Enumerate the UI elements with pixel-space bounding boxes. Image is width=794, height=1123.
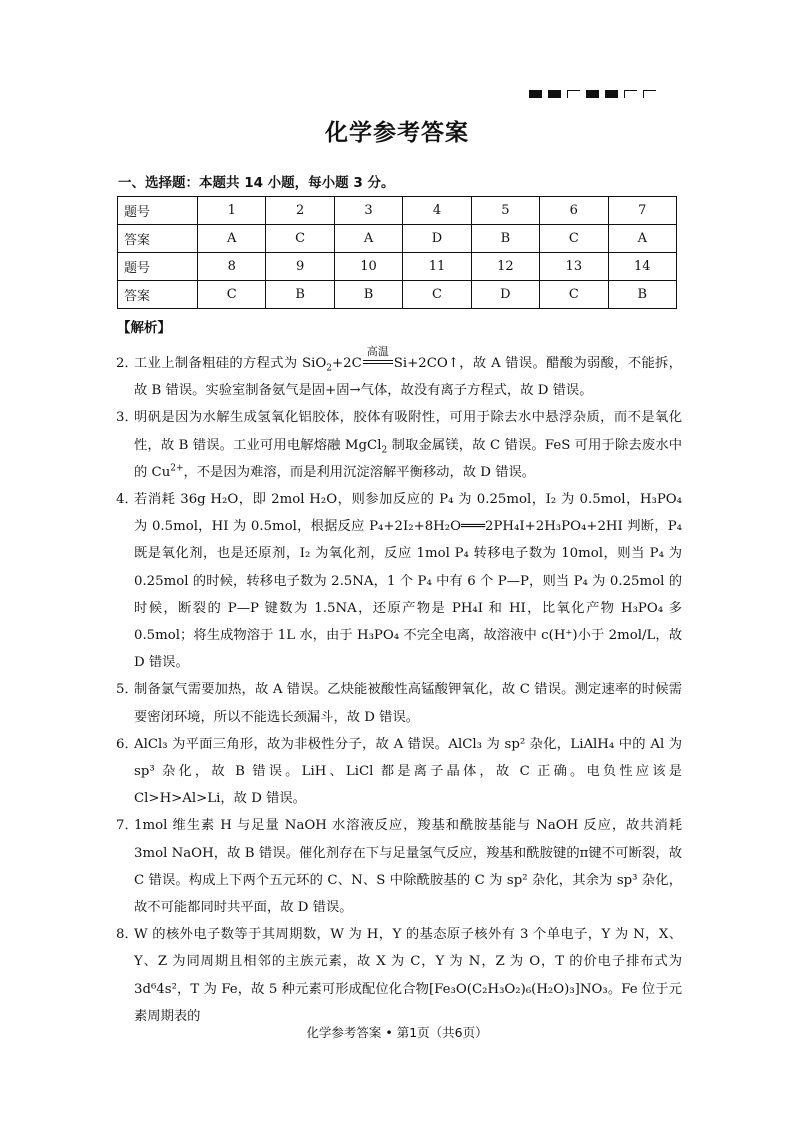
item-text: W 的核外电子数等于其周期数，W 为 H，Y 的基态原子核外有 3 个单电子，Y 为 N，X、Y、Z 为同周期且相邻的主族元素，故 X 为 C，Y 为 N，Z 为 O，T 的价电子排布式为 3d⁶4s²，T 为 Fe，故 5 种元素可形成配位化合物[Fe₃O(C₂H₃O₂)₆(H₂O)₃]NO₃。Fe 位于元素周期表的: [134, 927, 682, 1024]
item-text: 工业上制备粗硅的方程式为 SiO$_2$+2C 高温 Si+2CO↑，故 A 错误。醋酸为弱酸，不能拆，故 B 错误。实验室制备氨气是固+固→气体，故没有离子方程式，故 D 错误。: [134, 345, 682, 399]
answer-cell: B: [334, 281, 402, 309]
mark-filled: [605, 90, 618, 98]
table-row: [118, 253, 677, 281]
question-number: 14: [608, 253, 676, 281]
row-label: 题号: [118, 197, 198, 225]
item-text: 制备氯气需要加热，故 A 错误。乙炔能被酸性高锰酸钾氧化，故 C 错误。测定速率的时候需要密闭环境，所以不能选长颈漏斗，故 D 错误。: [134, 682, 682, 725]
row-label: 答案: [118, 225, 198, 253]
mark-filled: [548, 90, 561, 98]
question-number: 5: [471, 197, 539, 225]
analysis-item: [116, 812, 682, 921]
item-text: 1mol 维生素 H 与足量 NaOH 水溶液反应，羧基和酰胺基能与 NaOH 反应，故共消耗 3mol NaOH，故 B 错误。催化剂存在下与足量氢气反应，羧基和酰胺键的π键不可断裂，故 C 错误。构成上下两个五元环的 C、N、S 中除酰胺基的 C 为 sp² 杂化，其余为 sp³ 杂化，故不可能都同时共平面，故 D 错误。: [134, 818, 682, 916]
mark-open: [624, 90, 637, 98]
question-number: 9: [266, 253, 334, 281]
answer-cell: A: [334, 225, 402, 253]
answer-cell: D: [471, 281, 539, 309]
answer-cell: D: [403, 225, 471, 253]
question-number: 1: [198, 197, 266, 225]
answer-table: [117, 196, 677, 309]
question-number: 4: [403, 197, 471, 225]
answer-cell: C: [198, 281, 266, 309]
analysis-item: [116, 404, 682, 486]
analysis-item: [116, 676, 682, 730]
answer-cell: B: [608, 281, 676, 309]
question-number: 8: [198, 253, 266, 281]
analysis-heading: 【解析】: [117, 320, 171, 336]
item-text: AlCl₃ 为平面三角形，故为非极性分子，故 A 错误。AlCl₃ 为 sp² 杂化，LiAlH₄ 中的 Al 为 sp³ 杂化，故 B 错误。LiH、LiCl 都是离子晶体，故 C 正确。电负性应该是 Cl>H>Al>Li，故 D 错误。: [134, 736, 682, 807]
question-number: 7: [608, 197, 676, 225]
item-number: 6．: [116, 736, 138, 752]
question-number: 13: [540, 253, 608, 281]
answer-cell: B: [471, 225, 539, 253]
table-row: [118, 281, 677, 309]
mark-filled: [529, 90, 542, 98]
analysis-item: [116, 921, 682, 1030]
item-number: 5．: [116, 682, 138, 698]
mark-filled: [586, 90, 599, 98]
item-number: 8．: [116, 927, 138, 943]
table-row: [118, 225, 677, 253]
mark-open: [643, 90, 656, 98]
answer-cell: C: [540, 281, 608, 309]
item-text: 若消耗 36g H₂O，即 2mol H₂O，则参加反应的 P₄ 为 0.25mol，I₂ 为 0.5mol，H₃PO₄ 为 0.5mol，HI 为 0.5mol，根据反应 P₄+2I₂+8H₂O═══2PH₄I+2H₃PO₄+2HI 判断，P₄ 既是氧化剂，也是还原剂，I₂ 为氧化剂，反应 1mol P₄ 转移电子数为 10mol，则当 P₄ 为 0.25mol 的时候，转移电子数为 2.5NA，1 个 P₄ 中有 6 个 P—P，则当 P₄ 为 0.25mol 的时候，断裂的 P—P 键数为 1.5NA，还原产物是 PH₄I 和 HI，比氧化产物 H₃PO₄ 多 0.5mol；将生成物溶于 1L 水，由于 H₃PO₄ 不完全电离，故溶液中 c(H⁺)小于 2mol/L，故 D 错误。: [134, 492, 682, 671]
row-label: 题号: [118, 253, 198, 281]
item-number: 4．: [116, 492, 138, 508]
question-number: 3: [334, 197, 402, 225]
analysis-item: [116, 345, 682, 404]
item-number: 2．: [116, 356, 138, 371]
answer-cell: B: [266, 281, 334, 309]
question-number: 6: [540, 197, 608, 225]
page-title: 化学参考答案: [325, 120, 469, 146]
item-text: 明矾是因为水解生成氢氧化铝胶体，胶体有吸附性，可用于除去水中悬浮杂质，而不是氧化性，故 B 错误。工业可用电解熔融 MgCl$_2$ 制取金属镁，故 C 错误。FeS 可用于除去废水中的 $Cu^{2+}$，不是因为难溶，而是利用沉淀溶解平衡移动，故 D 错误。: [134, 410, 682, 480]
page-footer: 化学参考答案 • 第1页（共6页）: [306, 1025, 488, 1040]
corner-marks: [529, 90, 656, 100]
analysis-item: [116, 486, 682, 676]
question-number: 12: [471, 253, 539, 281]
answer-cell: A: [198, 225, 266, 253]
question-number: 10: [334, 253, 402, 281]
question-number: 11: [403, 253, 471, 281]
answer-cell: C: [403, 281, 471, 309]
answer-cell: C: [266, 225, 334, 253]
reaction-condition-equals: 高温: [363, 360, 393, 367]
item-number: 7．: [116, 818, 138, 834]
analysis-item: [116, 731, 682, 813]
answer-cell: C: [540, 225, 608, 253]
question-number: 2: [266, 197, 334, 225]
row-label: 答案: [118, 281, 198, 309]
analysis-list: [116, 345, 682, 1030]
mark-open: [567, 90, 580, 98]
section-heading: 一、选择题：本题共 14 小题，每小题 3 分。: [118, 175, 395, 191]
answer-cell: A: [608, 225, 676, 253]
table-row: [118, 197, 677, 225]
item-number: 3．: [116, 410, 138, 426]
